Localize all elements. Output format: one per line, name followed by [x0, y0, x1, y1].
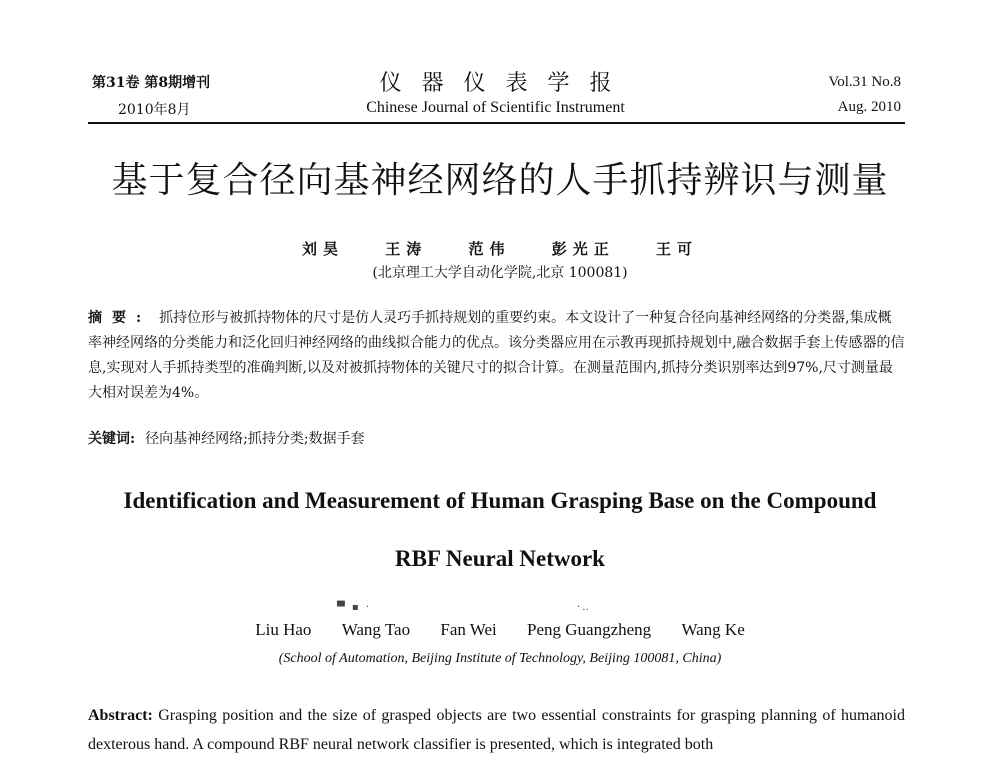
abstract-en-text: Grasping position and the size of grasped objects are two essential constraints for grasping planning of humanoid dexterous hand. A compound RBF neural network classifier is presented, which is integrated both: [88, 707, 906, 753]
author-en: Wang Ke: [681, 620, 745, 639]
date-cn: 2010年8月: [118, 102, 191, 118]
abstract-en-label: Abstract:: [88, 707, 153, 724]
journal-header: [88, 66, 903, 126]
keywords-cn-text: 径向基神经网络;抓持分类;数据手套: [145, 431, 365, 447]
journal-name-en: Chinese Journal of Scientific Instrument: [366, 99, 625, 116]
paper-title-cn: 基于复合径向基神经网络的人手抓持辨识与测量: [111, 160, 889, 201]
keywords-cn-label: 关键词:: [88, 431, 136, 447]
author-en: Fan Wei: [440, 620, 497, 639]
date-en: Aug. 2010: [837, 99, 901, 115]
author-en: Peng Guangzheng: [527, 620, 652, 639]
author-cn: 王可: [655, 240, 698, 258]
affiliation-en: (School of Automation, Beijing Institute of Technology, Beijing 100081, China): [278, 651, 722, 666]
authors-cn: [0, 238, 1000, 259]
abstract-cn: [88, 306, 905, 406]
paper-title-en-line1: Identification and Measurement of Human Grasping Base on the Compound: [123, 488, 877, 513]
keywords-cn: [88, 428, 905, 448]
header-rule: [88, 122, 905, 124]
author-cn: 刘昊: [301, 240, 344, 258]
author-en: Wang Tao: [341, 620, 411, 639]
author-cn: 彭光正: [551, 240, 615, 258]
scan-artifact: ▀ ▪ ·: [337, 602, 372, 613]
author-en: Liu Hao: [255, 620, 312, 639]
volume-en: Vol.31 No.8: [828, 74, 901, 90]
abstract-en: [88, 701, 905, 759]
abstract-cn-label: 摘要:: [88, 310, 152, 326]
volume-cn: 第31卷 第8期增刊: [92, 75, 211, 91]
affiliation-cn: (北京理工大学自动化学院,北京 100081): [372, 265, 628, 281]
paper-title-en-line2: RBF Neural Network: [395, 546, 605, 571]
abstract-cn-text: 抓持位形与被抓持物体的尺寸是仿人灵巧手抓持规划的重要约束。本文设计了一种复合径向基神经网络的分类器,集成概率神经网络的分类能力和泛化回归神经网络的曲线拟合能力的优点。该分类器应用在示教再现抓持规划中,融合数据手套上传感器的信息,实现对人手抓持类型的准确判断,以及对被抓持物体的关键尺寸的拟合计算。在测量范围内,抓持分类识别率达到97%,尺寸测量最大相对误差为4%。: [88, 310, 905, 401]
author-cn: 王涛: [385, 240, 428, 258]
authors-en: [0, 620, 1000, 640]
scan-artifact: ·‥: [577, 602, 591, 613]
journal-name-cn: 仪器仪表学报: [379, 71, 632, 96]
author-cn: 范伟: [468, 240, 511, 258]
